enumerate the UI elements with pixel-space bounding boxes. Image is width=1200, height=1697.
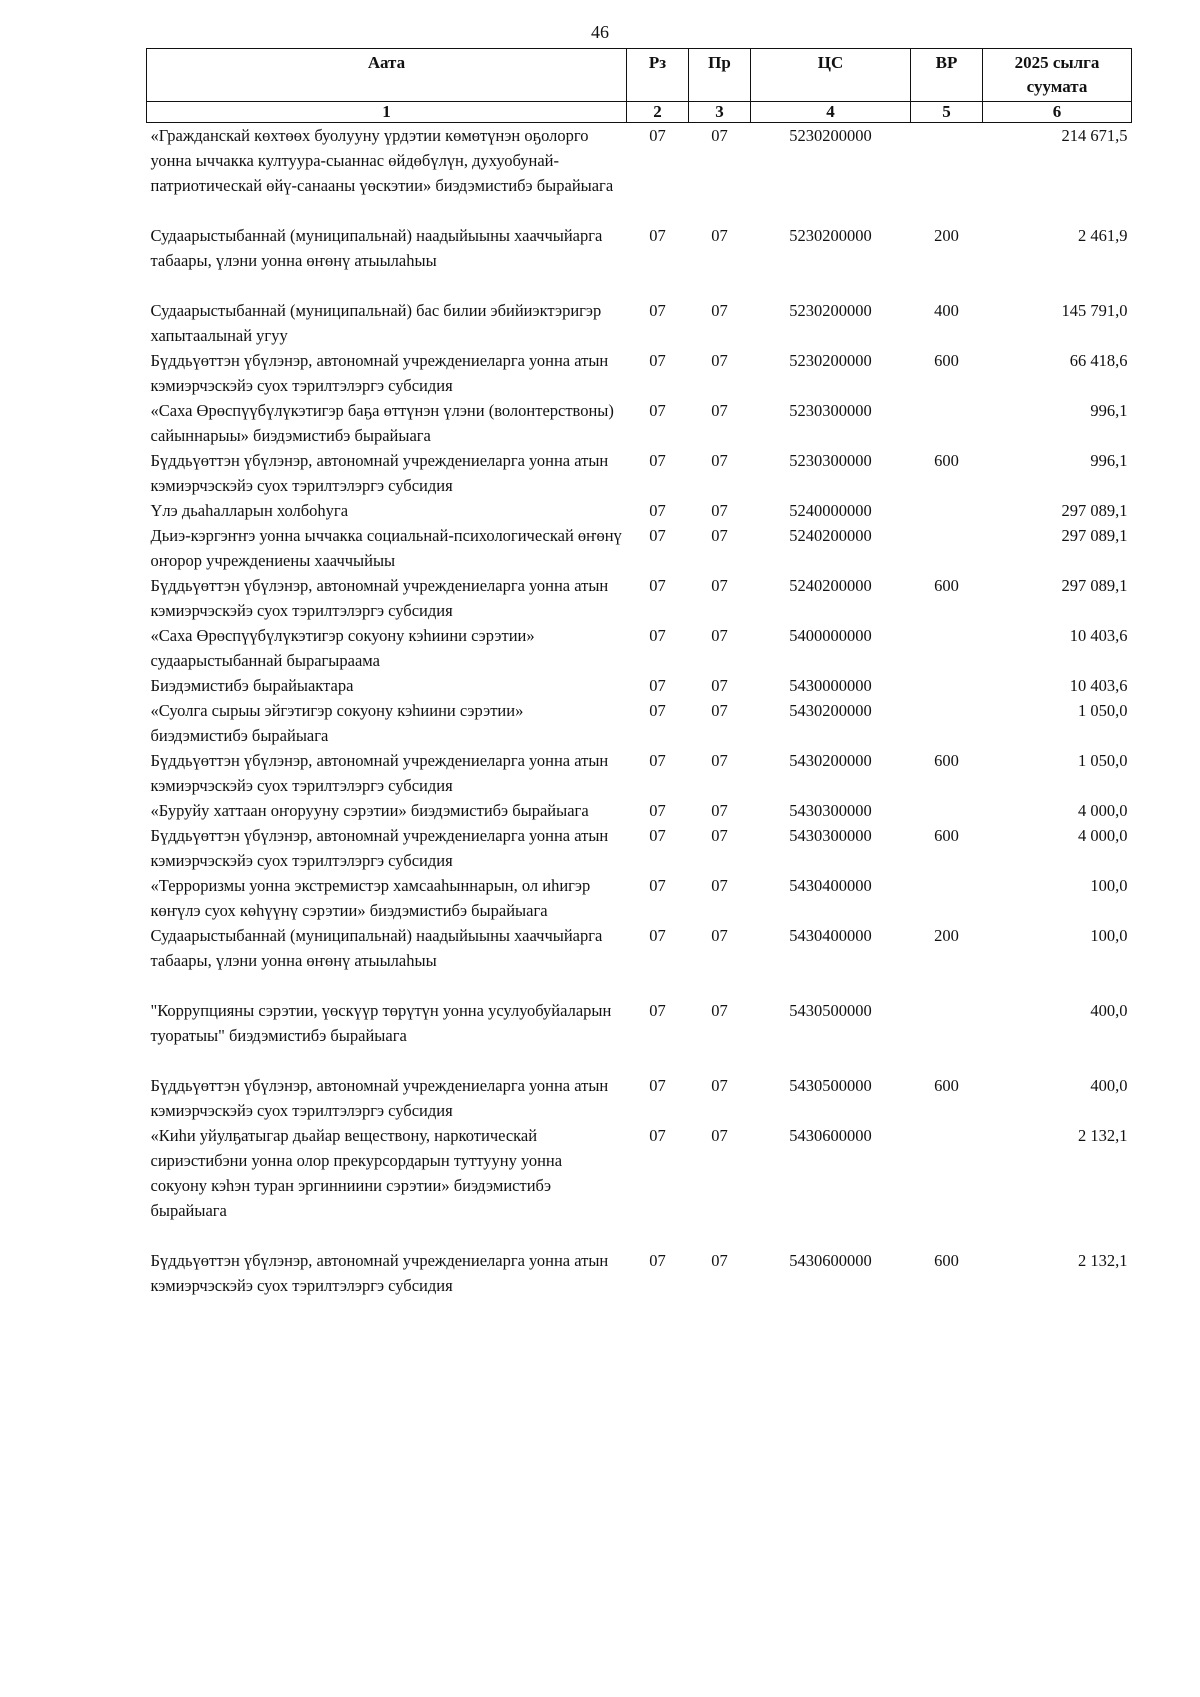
row-pr: 07 xyxy=(711,1126,728,1145)
row-sum: 66 418,6 xyxy=(1069,351,1128,370)
row-cs: 5230200000 xyxy=(789,126,872,145)
row-vr: 600 xyxy=(934,1076,959,1095)
row-rz: 07 xyxy=(649,826,666,845)
row-name: Судаарыстыбаннай (муниципальнай) бас билии эбийиэктэригэр хапытаалынай угуу xyxy=(150,301,602,345)
row-sum: 4 000,0 xyxy=(1078,801,1128,820)
row-cs: 5240000000 xyxy=(789,501,872,520)
row-sum: 1 050,0 xyxy=(1078,701,1128,720)
row-vr: 600 xyxy=(934,826,959,845)
row-pr: 07 xyxy=(711,1251,728,1270)
table-row xyxy=(147,348,1132,398)
row-rz: 07 xyxy=(649,1251,666,1270)
row-sum: 996,1 xyxy=(1090,401,1128,420)
row-cs: 5430300000 xyxy=(789,801,872,820)
row-vr xyxy=(911,798,983,823)
row-name: Судаарыстыбаннай (муниципальнай) наадыйыыны хааччыйарга табаары, үлэни уонна өҥөнү атыылаһыы xyxy=(150,226,603,270)
row-rz: 07 xyxy=(649,226,666,245)
row-cs: 5230200000 xyxy=(789,226,872,245)
row-name: Биэдэмистибэ бырайыактара xyxy=(150,676,354,695)
header-name: Аата xyxy=(147,49,627,102)
table-row xyxy=(147,1073,1132,1123)
row-sum: 10 403,6 xyxy=(1069,676,1128,695)
row-sum: 1 050,0 xyxy=(1078,751,1128,770)
row-name: Бүддьүөттэн үбүлэнэр, автономнай учреждениеларга уонна атын кэмиэрчэскэйэ суох тэрилтэлэргэ субсидия xyxy=(150,1076,609,1120)
row-cs: 5430500000 xyxy=(789,1001,872,1020)
row-cs: 5400000000 xyxy=(789,626,872,645)
row-cs: 5430600000 xyxy=(789,1126,872,1145)
row-rz: 07 xyxy=(649,876,666,895)
row-pr: 07 xyxy=(711,351,728,370)
row-pr: 07 xyxy=(711,301,728,320)
row-sum: 996,1 xyxy=(1090,451,1128,470)
row-rz: 07 xyxy=(649,301,666,320)
row-vr xyxy=(911,623,983,673)
row-rz: 07 xyxy=(649,1076,666,1095)
row-pr: 07 xyxy=(711,451,728,470)
row-name: "Коррупцияны сэрэтии, үөскүүр төрүтүн уонна усулуобуйаларын туоратыы" биэдэмистибэ бырайыага xyxy=(150,1001,612,1045)
header-cs: ЦС xyxy=(751,49,911,102)
row-vr: 600 xyxy=(934,1251,959,1270)
row-rz: 07 xyxy=(649,1126,666,1145)
row-rz: 07 xyxy=(649,926,666,945)
header-number: 4 xyxy=(751,102,911,123)
header-number: 5 xyxy=(911,102,983,123)
row-sum: 2 461,9 xyxy=(1078,226,1128,245)
table-row xyxy=(147,1123,1132,1248)
row-sum: 10 403,6 xyxy=(1069,626,1128,645)
row-pr: 07 xyxy=(711,676,728,695)
header-sum: 2025 сылга суумата xyxy=(983,49,1132,102)
table-row xyxy=(147,398,1132,448)
row-name: Бүддьүөттэн үбүлэнэр, автономнай учреждениеларга уонна атын кэмиэрчэскэйэ суох тэрилтэлэргэ субсидия xyxy=(150,826,609,870)
table-row xyxy=(147,998,1132,1073)
budget-table xyxy=(146,48,1132,1298)
table-row xyxy=(147,923,1132,998)
header-number-row xyxy=(147,102,1132,123)
row-name: Дьиэ-кэргэҥҥэ уонна ыччакка социальнай-психологическай өҥөнү оҥорор учреждениены хааччыйыы xyxy=(150,526,622,570)
row-pr: 07 xyxy=(711,801,728,820)
row-vr xyxy=(911,698,983,748)
header-vr: ВР xyxy=(911,49,983,102)
table-row xyxy=(147,873,1132,923)
row-pr: 07 xyxy=(711,1001,728,1020)
row-name: «Саха Өрөспүүбүлүкэтигэр сокуону кэһиини сэрэтии» судаарыстыбаннай бырагыраама xyxy=(150,626,535,670)
row-vr xyxy=(911,123,983,224)
row-pr: 07 xyxy=(711,751,728,770)
row-vr xyxy=(911,498,983,523)
table-row xyxy=(147,698,1132,748)
row-cs: 5430400000 xyxy=(789,926,872,945)
header-number: 3 xyxy=(689,102,751,123)
row-rz: 07 xyxy=(649,451,666,470)
row-rz: 07 xyxy=(649,401,666,420)
row-cs: 5430400000 xyxy=(789,876,872,895)
row-vr: 400 xyxy=(934,301,959,320)
row-cs: 5430500000 xyxy=(789,1076,872,1095)
row-pr: 07 xyxy=(711,701,728,720)
row-name: Бүддьүөттэн үбүлэнэр, автономнай учреждениеларга уонна атын кэмиэрчэскэйэ суох тэрилтэлэргэ субсидия xyxy=(150,576,609,620)
row-name: «Терроризмы уонна экстремистэр хамсааһыннарын, ол иһигэр көҥүлэ суох көһүүнү сэрэтии» биэдэмистибэ бырайыага xyxy=(150,876,591,920)
header-row xyxy=(147,49,1132,102)
row-rz: 07 xyxy=(649,801,666,820)
row-sum: 214 671,5 xyxy=(1061,126,1128,145)
row-name: Бүддьүөттэн үбүлэнэр, автономнай учреждениеларга уонна атын кэмиэрчэскэйэ суох тэрилтэлэргэ субсидия xyxy=(150,351,609,395)
row-sum: 297 089,1 xyxy=(1061,526,1128,545)
row-pr: 07 xyxy=(711,876,728,895)
table-row xyxy=(147,448,1132,498)
table-row xyxy=(147,748,1132,798)
table-row xyxy=(147,673,1132,698)
table-row xyxy=(147,223,1132,298)
row-pr: 07 xyxy=(711,126,728,145)
row-name: «Буруйу хаттаан оҥорууну сэрэтии» биэдэмистибэ бырайыага xyxy=(150,801,589,820)
row-rz: 07 xyxy=(649,526,666,545)
row-vr: 600 xyxy=(934,576,959,595)
row-vr xyxy=(911,673,983,698)
row-rz: 07 xyxy=(649,676,666,695)
row-name: Бүддьүөттэн үбүлэнэр, автономнай учреждениеларга уонна атын кэмиэрчэскэйэ суох тэрилтэлэргэ субсидия xyxy=(150,1251,609,1295)
row-pr: 07 xyxy=(711,526,728,545)
row-cs: 5240200000 xyxy=(789,576,872,595)
row-rz: 07 xyxy=(649,1001,666,1020)
table-row xyxy=(147,573,1132,623)
row-sum: 2 132,1 xyxy=(1078,1251,1128,1270)
row-name: Бүддьүөттэн үбүлэнэр, автономнай учреждениеларга уонна атын кэмиэрчэскэйэ суох тэрилтэлэргэ субсидия xyxy=(150,751,609,795)
row-vr: 200 xyxy=(934,226,959,245)
table-row xyxy=(147,298,1132,348)
row-sum: 4 000,0 xyxy=(1078,826,1128,845)
row-name: «Киһи уйулҕатыгар дьайар веществону, наркотическай сириэстибэни уонна олор прекурсордарын туттууну уонна сокуону кэһэн туран эргинниини сэрэтии» биэдэмистибэ бырайыага xyxy=(150,1126,563,1220)
row-pr: 07 xyxy=(711,401,728,420)
table-row xyxy=(147,123,1132,224)
row-sum: 297 089,1 xyxy=(1061,576,1128,595)
row-name: «Саха Өрөспүүбүлүкэтигэр баҕа өттүнэн үлэни (волонтерствоны) сайыннарыы» биэдэмистибэ бырайыага xyxy=(150,401,614,445)
row-rz: 07 xyxy=(649,576,666,595)
row-sum: 145 791,0 xyxy=(1061,301,1128,320)
page-number: 46 xyxy=(591,22,609,42)
row-cs: 5430000000 xyxy=(789,676,872,695)
row-name: «Суолга сырыы эйгэтигэр сокуону кэһиини сэрэтии» биэдэмистибэ бырайыага xyxy=(150,701,524,745)
row-pr: 07 xyxy=(711,626,728,645)
table-row xyxy=(147,498,1132,523)
row-rz: 07 xyxy=(649,701,666,720)
table-row xyxy=(147,523,1132,573)
row-vr: 600 xyxy=(934,451,959,470)
row-pr: 07 xyxy=(711,226,728,245)
row-vr xyxy=(911,998,983,1073)
row-name: Судаарыстыбаннай (муниципальнай) наадыйыыны хааччыйарга табаары, үлэни уонна өҥөнү атыылаһыы xyxy=(150,926,603,970)
row-vr: 600 xyxy=(934,351,959,370)
row-rz: 07 xyxy=(649,626,666,645)
row-rz: 07 xyxy=(649,351,666,370)
row-pr: 07 xyxy=(711,926,728,945)
row-rz: 07 xyxy=(649,501,666,520)
row-pr: 07 xyxy=(711,501,728,520)
row-name: «Гражданскай көхтөөх буолууну үрдэтии көмөтүнэн оҕолорго уонна ыччакка култуура-сыаннас өйдөбүлүн, духуобунай-патриотическай өйү-санааны үөскэтии» биэдэмистибэ бырайыага xyxy=(150,126,614,195)
row-pr: 07 xyxy=(711,576,728,595)
row-sum: 100,0 xyxy=(1090,876,1128,895)
row-sum: 2 132,1 xyxy=(1078,1126,1128,1145)
table-row xyxy=(147,823,1132,873)
row-vr xyxy=(911,523,983,573)
row-cs: 5430300000 xyxy=(789,826,872,845)
table-body xyxy=(147,123,1132,1299)
header-number: 2 xyxy=(627,102,689,123)
row-vr xyxy=(911,398,983,448)
row-rz: 07 xyxy=(649,126,666,145)
row-name: Үлэ дьаһалларын холбоһуга xyxy=(150,501,349,520)
row-vr xyxy=(911,873,983,923)
row-sum: 297 089,1 xyxy=(1061,501,1128,520)
row-sum: 100,0 xyxy=(1090,926,1128,945)
row-cs: 5240200000 xyxy=(789,526,872,545)
row-sum: 400,0 xyxy=(1090,1001,1128,1020)
row-cs: 5430200000 xyxy=(789,701,872,720)
header-number: 1 xyxy=(147,102,627,123)
row-pr: 07 xyxy=(711,1076,728,1095)
row-cs: 5230200000 xyxy=(789,301,872,320)
header-number: 6 xyxy=(983,102,1132,123)
row-vr xyxy=(911,1123,983,1248)
row-vr: 600 xyxy=(934,751,959,770)
table-row xyxy=(147,798,1132,823)
row-vr: 200 xyxy=(934,926,959,945)
header-pr: Пр xyxy=(689,49,751,102)
row-cs: 5430600000 xyxy=(789,1251,872,1270)
row-sum: 400,0 xyxy=(1090,1076,1128,1095)
row-cs: 5430200000 xyxy=(789,751,872,770)
table-row xyxy=(147,623,1132,673)
table-row xyxy=(147,1248,1132,1298)
row-cs: 5230300000 xyxy=(789,451,872,470)
row-cs: 5230200000 xyxy=(789,351,872,370)
row-name: Бүддьүөттэн үбүлэнэр, автономнай учреждениеларга уонна атын кэмиэрчэскэйэ суох тэрилтэлэргэ субсидия xyxy=(150,451,609,495)
header-rz: Рз xyxy=(627,49,689,102)
row-pr: 07 xyxy=(711,826,728,845)
row-cs: 5230300000 xyxy=(789,401,872,420)
row-rz: 07 xyxy=(649,751,666,770)
